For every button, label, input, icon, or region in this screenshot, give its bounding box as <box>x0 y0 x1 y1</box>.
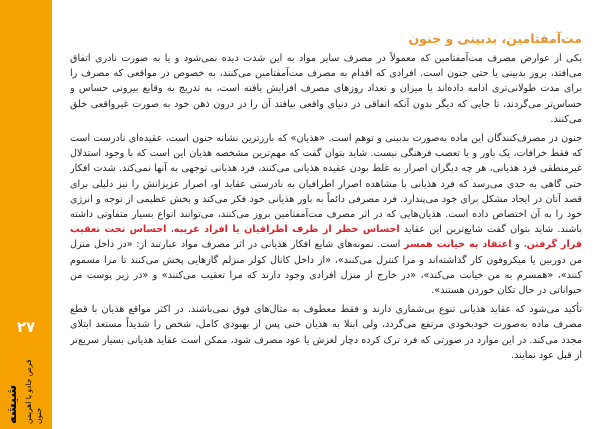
paragraph-text: جنون در مصرف‌کنندگان این ماده به‌صورت بدبینی و توهم است. «هذیان» که بارزترین نشانه جنون است، عقیده‌ای نادرست است که فقط خرافات، یک باور و یا تعصب فرهنگی نیست. شاید بتوان گفت که مهم‌ترین مشخصه هذیان این است که با وجود استدلال غیرمنطقی فرد هذیانی، هر چه دیگران اصرار به غلط بودن عقیده هذیانی می‌کنند، فرد هذیانی توجهی به آنها نمی‌کند. شدت افکار حتی گاهی به حدی می‌رسد که فرد هذیانی با مشاهده اصرار اطرافیان به نادرستی عقاید او، اصرار عزیزانش را نیز دلیلی برای قصد آنان در ایجاد مشکل برای خود می‌پندارد. فرد مصرفی دائماً به باور هذیانی خود فکر می‌کند و بخش عظیمی از توجه و انرژی خود را به آن اختصاص داده است. هذیان‌هایی که در اثر مصرف مت‌آمفتامین بروز می‌کنند، می‌توانند انواع بسیار متفاوتی داشته باشند. شاید بتوان گفت شایع‌ترین این عقاید <box>70 133 582 236</box>
page-number: ۲۷ <box>16 318 36 336</box>
paragraph-text: است. نمونه‌های شایع افکار هذیانی در اثر مصرف مواد عبارتند از: «در داخل منزل من دوربین یا میکروفون کار گذاشته‌اند و مرا کنترل می‌کنند»، «از داخل کانال کولر منزلم گازهایی پخش می‌کنند تا مرا مسموم کنند»، «همسرم به من خیانت می‌کند»، «در خارج از منزل افرادی وجود دارند که مرا تعقیب می‌کنند» و «در زیر پوست من حیواناتی در حال تکان خوردن هستند». <box>70 239 582 297</box>
paragraph-text: ، <box>166 224 174 236</box>
paragraph-intro <box>70 51 582 127</box>
highlighted-phrase: احساس تحت تعقیب قرار گرفتن <box>70 224 582 251</box>
book-subtitle: قرص جادو یا اهریمن جنون <box>24 359 43 424</box>
book-title: شیشه <box>5 384 20 424</box>
paragraph-text: ، و <box>511 239 527 251</box>
page-content <box>70 30 582 422</box>
paragraph-text: یکی از عوارض مصرف مت‌آمفتامین که معمولاً در مصرف سایر مواد به این شدت دیده نمی‌شود و یا به صورت نادری اتفاق می‌افتد، بروز بدبینی یا حتی جنون است. افرادی که اقدام به مصرف مت‌آمفتامین می‌کنند، به خصوص در مواقعی که مصرف را برای مدت طولانی‌تری ادامه داده‌اند یا میزان و تعداد روزهای مصرف افزایش یافته است، به تدریج به وقایع بیرونی حساس و حساس‌تر می‌گردند، تا جایی که دیگر بدون آنکه اتفاقی در دنیای واقعی بیافتد آن را در درون ذهن خود به صورت غیرواقعی خلق می‌کنند. <box>70 53 582 125</box>
paragraph-text: تأکید می‌شود که عقاید هذیانی تنوع بی‌شماری دارند و فقط معطوف به مثال‌های فوق نمی‌باشند. در اکثر مواقع هذیان با قطع مصرف ماده به‌صورت خودبخودی مرتفع می‌گردد، ولی ابتلا به هذیان حتی پس از بهبودی کامل، شخص را شدیداً مستعد ابتلای مجدد می‌کند. در این موارد در صورتی که فرد ترک کرده دچار لغزش یا عود مصرف شود، ممکن است عقاید هذیانی بسیار سریع‌تر از قبل عود نمایند. <box>70 304 582 361</box>
section-heading: مت‌آمفتامین، بدبینی و جنون <box>408 31 582 46</box>
highlighted-phrase: اعتقاد به خیانت همسر <box>404 239 512 251</box>
paragraph-conclusion <box>70 302 582 363</box>
highlighted-phrase: احساس خطر از طرف اطرافیان یا افراد غریبه <box>173 224 400 236</box>
paragraph-delusions <box>70 131 582 298</box>
